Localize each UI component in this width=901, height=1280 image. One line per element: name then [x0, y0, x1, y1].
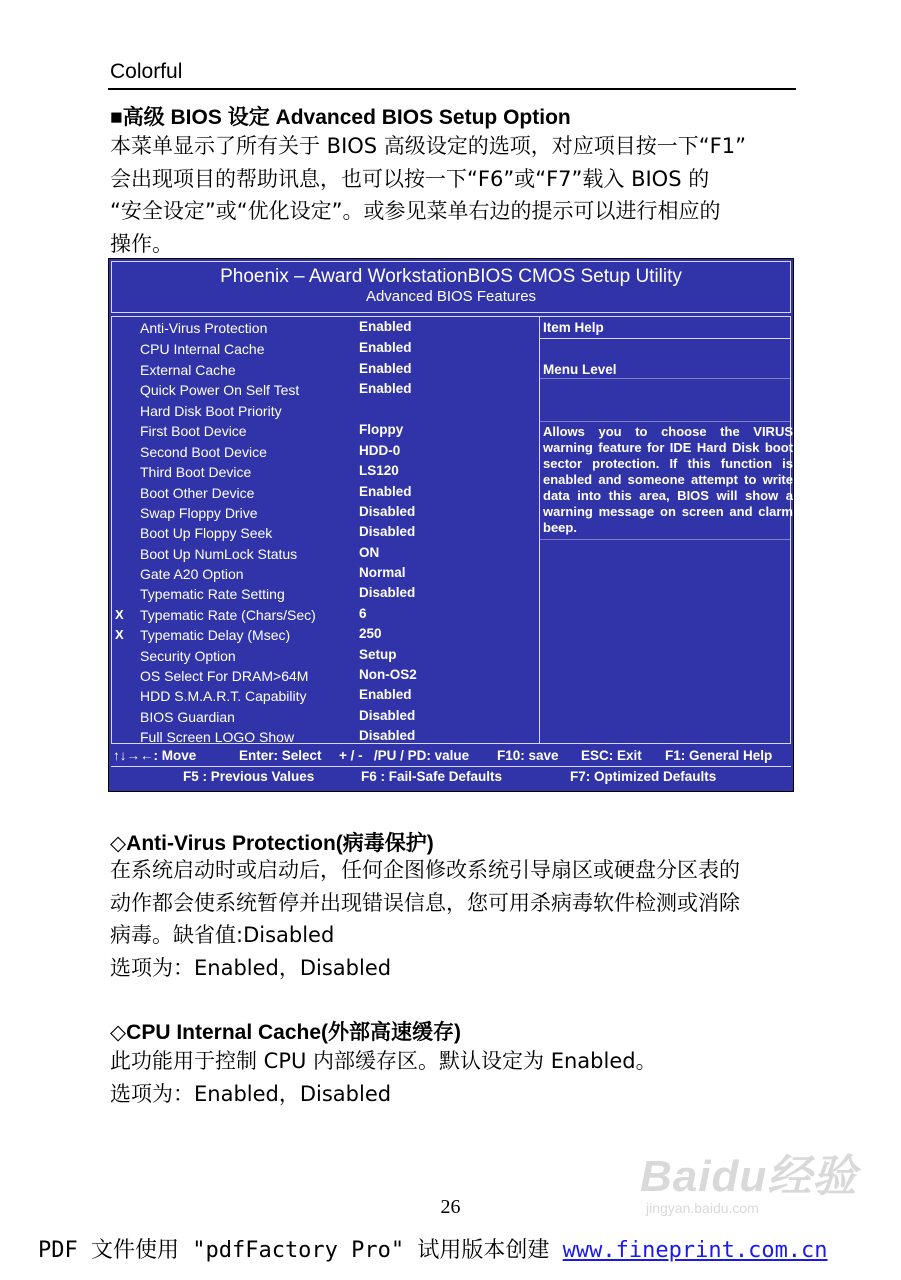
setting-value[interactable]: Disabled	[359, 728, 416, 743]
setting-value[interactable]: Enabled	[359, 381, 412, 396]
bios-setting-row[interactable]	[112, 523, 539, 543]
disabled-mark: X	[115, 627, 124, 642]
setting-value[interactable]: Normal	[359, 565, 406, 580]
bios-setting-row[interactable]	[112, 421, 539, 441]
setting-value[interactable]: 6	[359, 606, 367, 621]
setting-label: OS Select For DRAM>64M	[140, 668, 309, 684]
bios-setting-row[interactable]	[112, 646, 539, 666]
page-number: 26	[440, 1196, 461, 1218]
setting-label: Boot Up NumLock Status	[140, 546, 298, 562]
option-desc-cpu-cache	[110, 1045, 796, 1110]
setting-label: Boot Other Device	[140, 485, 255, 501]
desc-line: 在系统启动时或启动后，任何企图修改系统引导扇区或硬盘分区表的	[110, 858, 740, 882]
option-title-cpu-cache: ◇CPU Internal Cache(外部高速缓存)	[110, 1021, 462, 1044]
bios-setting-row[interactable]	[112, 339, 539, 359]
setting-label: Gate A20 Option	[140, 566, 244, 582]
setting-label: Third Boot Device	[140, 464, 252, 480]
item-help-header	[540, 317, 790, 339]
key-previous-values: F5 : Previous Values	[183, 769, 315, 784]
help-divider	[540, 378, 790, 379]
bios-setting-row[interactable]	[112, 483, 539, 503]
help-divider	[540, 539, 790, 540]
bios-setting-row[interactable]	[112, 360, 539, 380]
bios-setting-row[interactable]	[112, 401, 539, 421]
setting-value[interactable]: Setup	[359, 647, 397, 662]
key-move: ↑↓→←: Move	[113, 748, 197, 763]
setting-label: Typematic Rate (Chars/Sec)	[140, 607, 316, 623]
setting-label: CPU Internal Cache	[140, 341, 265, 357]
bios-setting-row[interactable]	[112, 727, 539, 747]
setting-label: Typematic Rate Setting	[140, 586, 285, 602]
bios-setting-row[interactable]	[112, 442, 539, 462]
key-optimized-defaults: F7: Optimized Defaults	[570, 769, 717, 784]
intro-line: “安全设定”或“优化设定”。或参见菜单右边的提示可以进行相应的	[110, 199, 721, 223]
key-failsafe-defaults: F6 : Fail-Safe Defaults	[361, 769, 503, 784]
bios-header	[111, 261, 791, 313]
help-divider	[540, 421, 790, 422]
setting-value[interactable]: Disabled	[359, 585, 416, 600]
watermark-url: jingyan.baidu.com	[646, 1200, 759, 1216]
setting-value[interactable]: Disabled	[359, 708, 416, 723]
setting-value[interactable]: Disabled	[359, 524, 416, 539]
setting-value[interactable]: LS120	[359, 463, 399, 478]
intro-line: 会出现项目的帮助讯息，也可以按一下“F6”或“F7”载入 BIOS 的	[110, 166, 710, 191]
brand-header: Colorful	[110, 60, 183, 83]
setting-value[interactable]: Enabled	[359, 484, 412, 499]
bios-setting-row[interactable]	[112, 666, 539, 686]
section-title: ■高级 BIOS 设定 Advanced BIOS Setup Option	[110, 106, 571, 129]
setting-value[interactable]: ON	[359, 545, 380, 560]
bios-setting-row[interactable]	[112, 544, 539, 564]
key-value: + / - /PU / PD: value	[339, 748, 470, 763]
key-select: Enter: Select	[239, 748, 322, 763]
item-help-label: Item Help	[543, 320, 604, 335]
desc-line: 此功能用于控制 CPU 内部缓存区。默认设定为 Enabled。	[110, 1049, 657, 1073]
bios-title: Phoenix – Award WorkstationBIOS CMOS Setup Utility	[220, 266, 682, 287]
setting-value[interactable]: HDD-0	[359, 443, 401, 458]
key-exit: ESC: Exit	[581, 748, 642, 763]
setting-value[interactable]: Enabled	[359, 340, 412, 355]
desc-line: 选项为：Enabled，Disabled	[110, 1081, 392, 1106]
setting-label: Hard Disk Boot Priority	[140, 403, 282, 419]
setting-value[interactable]: Enabled	[359, 687, 412, 702]
setting-label: Second Boot Device	[140, 444, 267, 460]
setting-label: External Cache	[140, 362, 236, 378]
intro-line: 操作。	[110, 231, 173, 256]
setting-label: First Boot Device	[140, 423, 247, 439]
setting-label: Quick Power On Self Test	[140, 382, 300, 398]
intro-paragraph	[110, 130, 796, 260]
setting-label: HDD S.M.A.R.T. Capability	[140, 688, 307, 704]
bios-setting-row[interactable]	[112, 462, 539, 482]
setting-label: BIOS Guardian	[140, 709, 235, 725]
option-title-anti-virus: ◇Anti-Virus Protection(病毒保护)	[110, 832, 434, 855]
setting-label: Security Option	[140, 648, 236, 664]
setting-value[interactable]: Disabled	[359, 504, 416, 519]
header-rule	[108, 88, 796, 90]
bios-setting-row[interactable]	[112, 707, 539, 727]
bios-screenshot	[108, 258, 794, 792]
menu-level-label: Menu Level	[543, 362, 617, 377]
setting-value[interactable]: Non-OS2	[359, 667, 417, 682]
item-help-text: Allows you to choose the VIRUS warning feature for IDE Hard Disk boot sector protection. If this function is enabled and someone attempt to write data into this area, BIOS will show a warning message on screen and clarm beep.	[543, 424, 793, 535]
bios-setting-row[interactable]	[112, 605, 539, 625]
setting-value[interactable]: 250	[359, 626, 382, 641]
setting-label: Swap Floppy Drive	[140, 505, 258, 521]
setting-label: Typematic Delay (Msec)	[140, 627, 291, 643]
pdf-factory-footer	[38, 1233, 828, 1264]
bios-setting-row[interactable]	[112, 584, 539, 604]
disabled-mark: X	[115, 607, 124, 622]
setting-label: Boot Up Floppy Seek	[140, 525, 273, 541]
fineprint-link[interactable]: www.fineprint.com.cn	[562, 1238, 828, 1263]
setting-value[interactable]: Floppy	[359, 422, 404, 437]
bios-key-legend	[111, 745, 791, 789]
desc-line: 动作都会使系统暂停并出现错误信息，您可用杀病毒软件检测或消除	[110, 890, 740, 915]
bios-subtitle: Advanced BIOS Features	[365, 288, 537, 305]
desc-line: 病毒。缺省值:Disabled	[110, 923, 335, 947]
bios-setting-row[interactable]	[112, 564, 539, 584]
bios-setting-row[interactable]	[112, 686, 539, 706]
bios-settings-panel	[111, 316, 791, 744]
bios-setting-row[interactable]	[112, 380, 539, 400]
setting-label: Anti-Virus Protection	[140, 320, 268, 336]
bios-setting-row[interactable]	[112, 318, 539, 338]
bios-setting-row[interactable]	[112, 503, 539, 523]
desc-line: 选项为：Enabled，Disabled	[110, 955, 392, 980]
key-save: F10: save	[497, 748, 559, 763]
panel-divider	[539, 317, 540, 743]
intro-line: 本菜单显示了所有关于 BIOS 高级设定的选项，对应项目按一下“F1”	[110, 134, 747, 158]
setting-value[interactable]: Enabled	[359, 319, 412, 334]
legend-divider	[111, 766, 791, 767]
setting-value[interactable]: Enabled	[359, 361, 412, 376]
footer-text: PDF 文件使用 "pdfFactory Pro" 试用版本创建	[38, 1238, 563, 1263]
key-general-help: F1: General Help	[665, 748, 773, 763]
option-desc-anti-virus	[110, 854, 796, 984]
watermark-logo-text: Baidu经验	[640, 1152, 858, 1201]
bios-setting-row[interactable]	[112, 625, 539, 645]
setting-label: Full Screen LOGO Show	[140, 729, 295, 745]
